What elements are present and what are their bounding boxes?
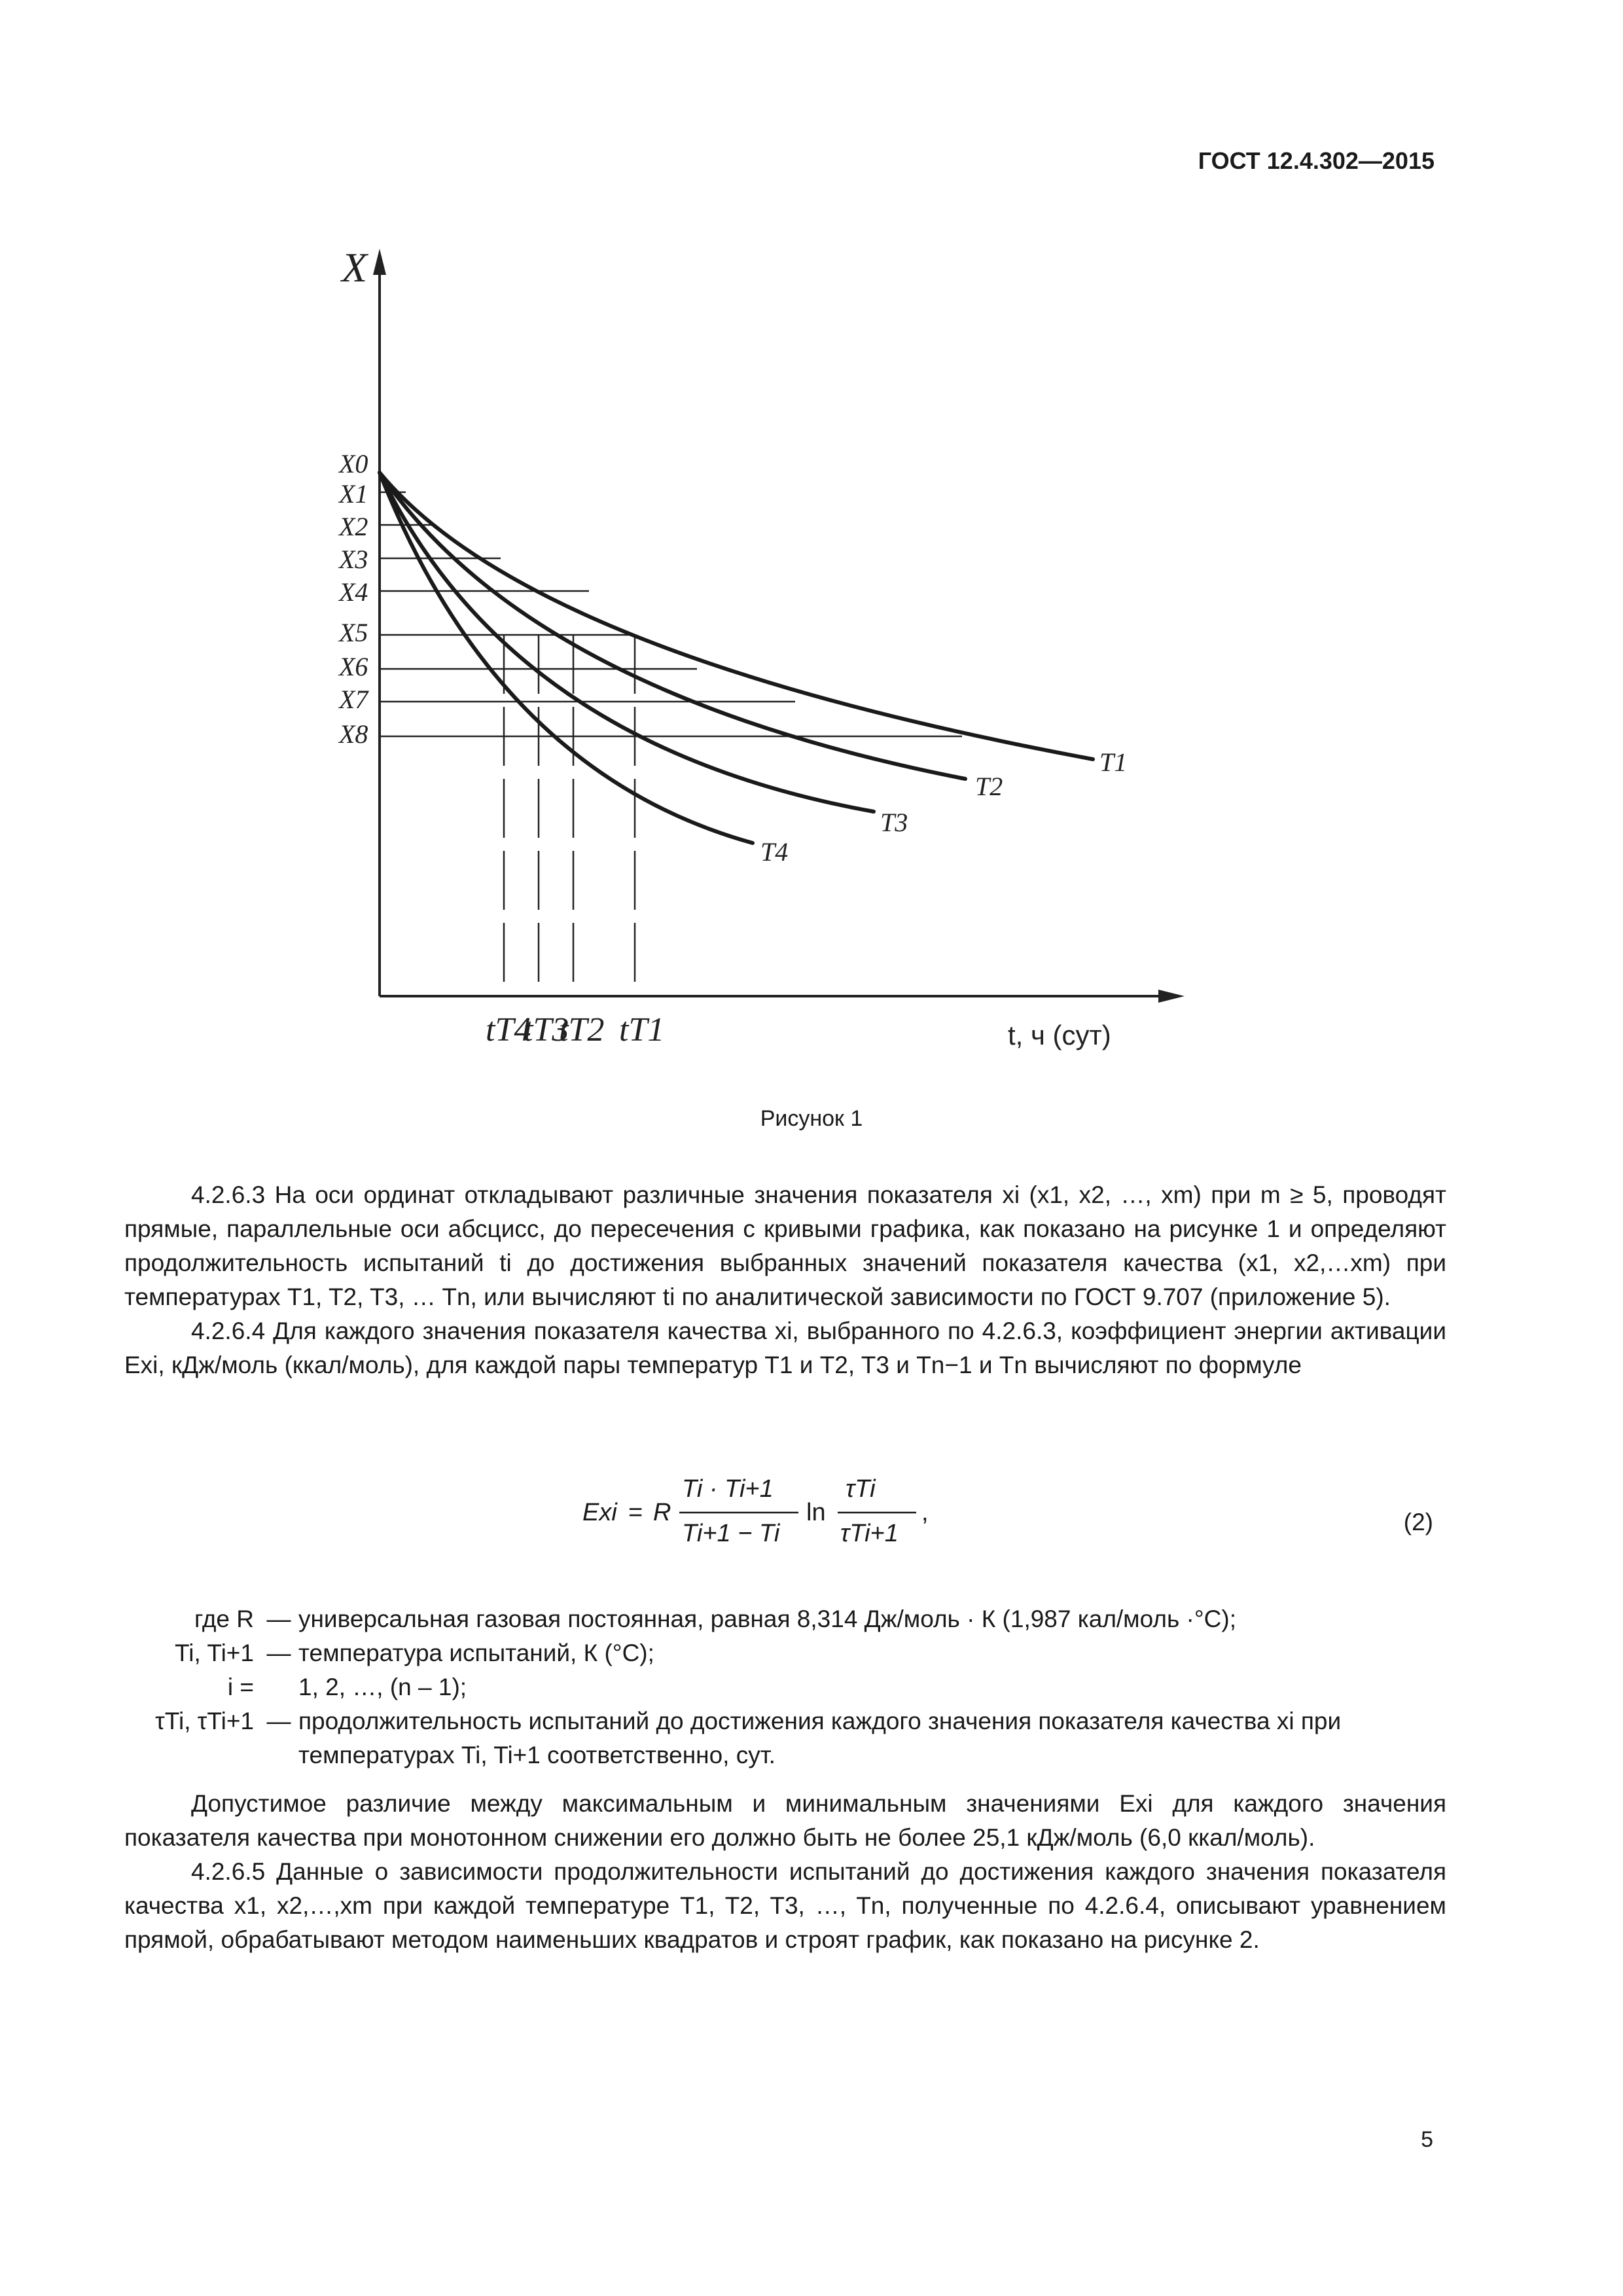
legend-description: 1, 2, …, (n – 1); — [298, 1674, 467, 1700]
y-axis-arrow — [373, 249, 386, 275]
figure-1-chart — [314, 236, 1204, 1080]
legend-symbol: i = — [227, 1674, 254, 1700]
figure-caption: Рисунок 1 — [760, 1106, 863, 1131]
legend-description: универсальная газовая постоянная, равная 8,314 Дж/моль · К (1,987 кал/моль ·°С); — [298, 1605, 1236, 1632]
x-tick-label: tT3 — [524, 1011, 569, 1049]
paragraph-4-2-6-4: 4.2.6.4 Для каждого значения показателя качества xi, выбранного по 4.2.6.3, коэффициент энергии активации Exi, кДж/моль (ккал/моль), для каждой пары температур T1 и T2, T3 и Tn−1 и Tn вычисляют по формуле — [124, 1318, 1446, 1378]
formula-lhs: Exi — [582, 1499, 617, 1526]
page-number: 5 — [1421, 2127, 1433, 2152]
formula-comma: , — [921, 1499, 929, 1526]
legend-dash — [259, 1670, 298, 1704]
formula-factor: R — [653, 1499, 671, 1526]
y-level-label: X0 — [339, 449, 368, 478]
formula-ln: ln — [806, 1499, 826, 1526]
formula-tau-den: τTi+1 — [840, 1520, 899, 1547]
paragraph-tolerance: Допустимое различие между максимальным и минимальным значениями Exi для каждого значения показателя качества при монотонном снижении его должно быть не более 25,1 кДж/моль (6,0 ккал/моль). — [124, 1790, 1446, 1851]
curve-label-T3: T3 — [880, 808, 908, 837]
y-level-label: X6 — [339, 652, 368, 681]
curve-T2 — [380, 473, 965, 779]
formula-tau-num: τTi — [846, 1475, 876, 1503]
formula-2-svg — [576, 1450, 969, 1568]
y-level-labels — [338, 449, 369, 749]
x-tick-label: tT2 — [559, 1011, 605, 1049]
legend-symbol: Ti, Ti+1 — [175, 1640, 254, 1666]
figure-1 — [314, 236, 1204, 1080]
y-level-label: X2 — [339, 512, 368, 541]
drop-lines — [504, 635, 635, 996]
curve-label-T2: T2 — [975, 772, 1003, 801]
legend-dash: — — [266, 1605, 291, 1632]
page-header: ГОСТ 12.4.302—2015 — [1198, 147, 1435, 174]
legend-row — [124, 1602, 1446, 1636]
y-axis-label: X — [342, 244, 368, 291]
x-tick-label: tT4 — [486, 1011, 531, 1049]
x-axis-label: t, ч (сут) — [1008, 1020, 1111, 1050]
legend-symbol: где R — [194, 1605, 254, 1632]
y-level-label: X8 — [339, 719, 368, 749]
curve-T3 — [380, 473, 874, 812]
y-level-label: X5 — [339, 618, 368, 647]
formula-2 — [576, 1450, 969, 1568]
formula-denominator: Ti+1 − Ti — [682, 1520, 780, 1547]
paragraph-4-2-6-3: 4.2.6.3 На оси ординат откладывают различные значения показателя xi (x1, x2, …, xm) при m ≥ 5, проводят прямые, параллельные оси абсцисс, до пересечения с кривыми графика, как показано на рисунке 1 и определяют продолжительность испытаний ti до достижения выбранных значений показателя качества (x1, x2,…xm) при температурах T1, T2, T3, … Tn, или вычисляют ti по аналитической зависимости по ГОСТ 9.707 (приложение 5). — [124, 1181, 1446, 1310]
level-lines — [380, 492, 962, 736]
y-level-label: X7 — [339, 685, 368, 714]
legend-symbol: τTi, τTi+1 — [155, 1708, 254, 1734]
legend-dash: — — [266, 1640, 291, 1666]
curve-label-T1: T1 — [1099, 747, 1128, 777]
y-level-label: X4 — [339, 577, 368, 607]
legend-row — [124, 1636, 1446, 1670]
y-level-label: X3 — [339, 545, 368, 574]
x-tick-label: tT1 — [619, 1011, 665, 1049]
x-tick-labels — [486, 1011, 664, 1049]
formula-numerator: Ti · Ti+1 — [682, 1475, 774, 1503]
formula-legend — [124, 1602, 1446, 1772]
legend-description: продолжительность испытаний до достижения каждого значения показателя качества xi при температурах Ti, Ti+1 соответственно, сут. — [298, 1708, 1342, 1768]
legend-row — [124, 1670, 1446, 1704]
legend-description: температура испытаний, К (°С); — [298, 1640, 654, 1666]
formula-equals: = — [628, 1499, 643, 1526]
legend-dash: — — [266, 1708, 291, 1734]
formula-number: (2) — [1403, 1509, 1433, 1535]
legend-row — [124, 1704, 1446, 1772]
paragraph-4-2-6-5: 4.2.6.5 Данные о зависимости продолжительности испытаний до достижения каждого значения показателя качества x1, x2,…,xm при каждой температуре T1, T2, T3, …, Tn, полученные по 4.2.6.4, описывают уравнением прямой, обрабатывают методом наименьших квадратов и строят график, как показано на рисунке 2. — [124, 1858, 1446, 1953]
x-axis-arrow — [1158, 990, 1185, 1003]
y-level-label: X1 — [339, 479, 368, 509]
curve-label-T4: T4 — [760, 837, 789, 867]
text-block-1 — [124, 1178, 1446, 1382]
text-block-2 — [124, 1787, 1446, 1957]
